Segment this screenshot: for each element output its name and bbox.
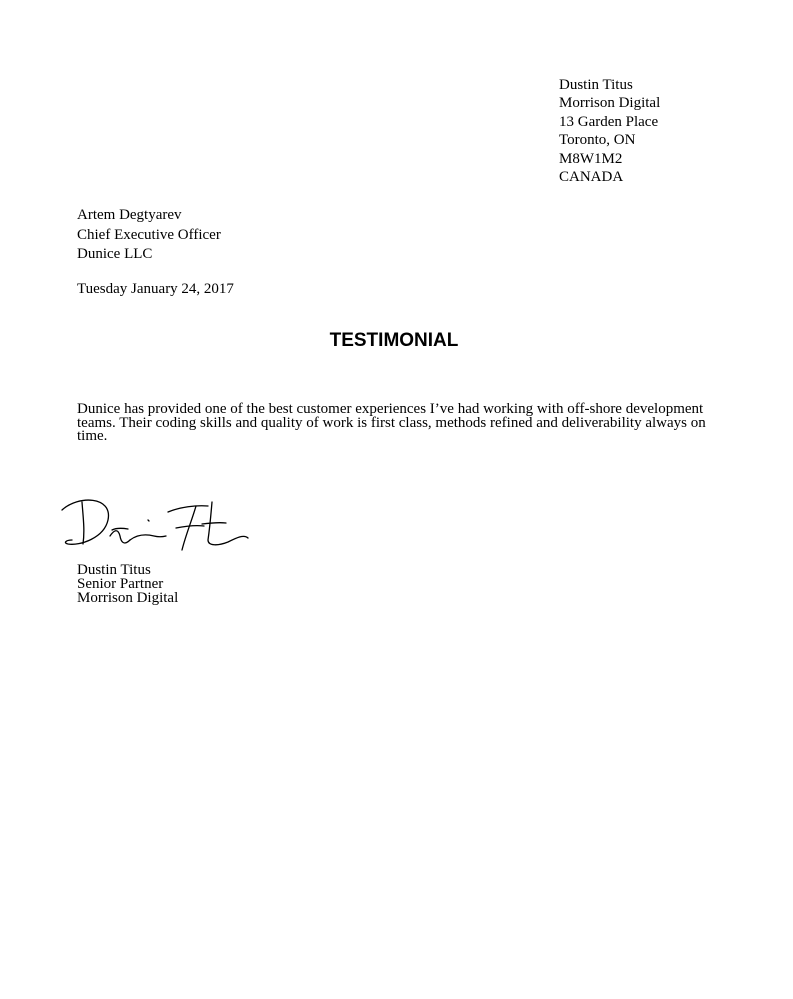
letter-date: Tuesday January 24, 2017 [77,281,234,297]
signer-name: Dustin Titus [77,562,151,578]
sender-city: Toronto, ON [559,132,636,149]
recipient-address [77,206,377,265]
sender-street: 13 Garden Place [559,113,659,130]
letter-title: TESTIMONIAL [329,330,459,351]
signer-details [77,563,377,605]
testimonial-body: Dunice has provided one of the best customer experiences I’ve had working with off-shore development teams. Their coding skills and quality of work is first class, methods refined and deliverability always on time. [77,401,706,444]
sender-name: Dustin Titus [559,77,633,93]
sender-country: CANADA [559,169,624,186]
sender-address [559,76,769,186]
recipient-title: Chief Executive Officer [77,226,221,243]
recipient-name: Artem Degtyarev [77,207,182,223]
sender-company: Morrison Digital [559,95,661,112]
recipient-company: Dunice LLC [77,246,153,262]
handwritten-signature [58,490,258,562]
signer-role: Senior Partner [77,576,164,592]
signer-company: Morrison Digital [77,590,179,606]
sender-postal-code: M8W1M2 [559,150,623,167]
